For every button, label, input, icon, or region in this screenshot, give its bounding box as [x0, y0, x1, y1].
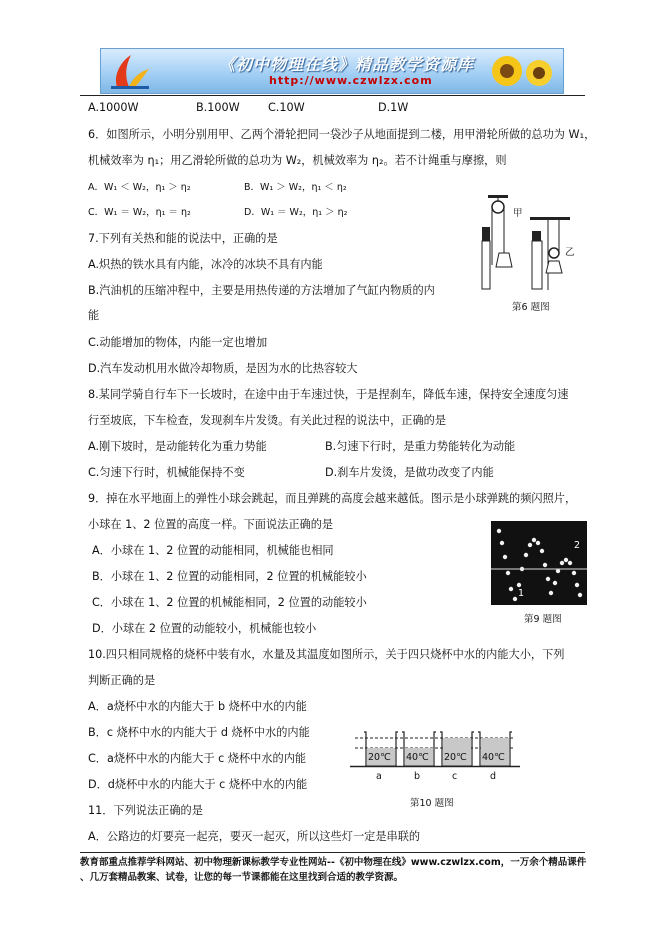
q6-pulley-figure [478, 195, 578, 295]
q8-option-d: D.刹车片发烫，是做功改变了内能 [325, 466, 494, 479]
q8-stem-line2: 行至坡底，下车检查，发现刹车片发烫。有关此过程的说法中，正确的是 [88, 414, 447, 427]
q11-stem: 11．下列说法正确的是 [88, 804, 203, 817]
q9-fig-label-1: 1 [518, 588, 525, 599]
header-banner [100, 48, 564, 94]
banner-url: http://www.czwlzx.com [269, 74, 433, 87]
q7-stem: 7.下列有关热和能的说法中，正确的是 [88, 232, 278, 245]
page-footer [80, 855, 586, 885]
q9-option-a: A．小球在 1、2 位置的动能相同，机械能也相同 [92, 544, 334, 557]
q5-option-a: A.1000W [88, 101, 139, 114]
q9-option-b: B．小球在 1、2 位置的动能相同，2 位置的机械能较小 [92, 570, 367, 583]
q10-beaker-a-temp: 20℃ [368, 752, 391, 763]
q10-option-a: A．a烧杯中水的内能大于 b 烧杯中水的内能 [88, 700, 307, 713]
q8-stem-line1: 8.某同学骑自行车下一长坡时，在途中由于车速过快，于是捏刹车，降低车速，保持安全速度匀速 [88, 388, 569, 401]
q5-option-d: D.1W [378, 101, 409, 114]
q6-option-c: C．W₁ ＝ W₂，η₁ ＝ η₂ [88, 207, 191, 218]
q8-option-b: B.匀速下行时，是重力势能转化为动能 [325, 440, 516, 453]
q6-caption: 第6 题图 [512, 302, 550, 313]
q10-beaker-b-temp: 40℃ [406, 752, 429, 763]
q5-option-b: B.100W [196, 101, 240, 114]
footer-rule [80, 852, 585, 853]
header-rule [80, 95, 585, 96]
q10-stem-line2: 判断正确的是 [88, 674, 156, 687]
q9-option-d: D．小球在 2 位置的动能较小，机械能也较小 [92, 622, 317, 635]
q8-option-a: A.刚下坡时，是动能转化为重力势能 [88, 440, 267, 453]
q10-beaker-c-temp: 20℃ [444, 752, 467, 763]
q7-option-d: D.汽车发动机用水做冷却物质，是因为水的比热容较大 [88, 362, 358, 375]
q10-beaker-a-label: a [376, 771, 382, 782]
q7-option-b-line1: B.汽油机的压缩冲程中，主要是用热传递的方法增加了气缸内物质的内 [88, 284, 435, 297]
q6-fig-label-jia: 甲 [513, 208, 523, 219]
q6-option-d: D．W₁ ＝ W₂，η₁ ＞ η₂ [244, 207, 348, 218]
q10-beaker-b-label: b [414, 771, 421, 782]
site-logo-icon [107, 51, 153, 91]
q10-beaker-c-label: c [452, 771, 458, 782]
q11-option-a: A．公路边的灯要亮一起亮，要灭一起灭，所以这些灯一定是串联的 [88, 830, 421, 843]
q9-fig-label-2: 2 [574, 540, 581, 551]
q6-option-b: B．W₁ ＞ W₂，η₁ ＜ η₂ [244, 182, 347, 193]
q6-fig-label-yi: 乙 [565, 247, 575, 258]
q7-option-a: A.炽热的铁水具有内能，冰冷的冰块不具有内能 [88, 258, 323, 271]
footer-line2: 、几万套精品教案、试卷，让您的每一节课都能在这里找到合适的教学资源。 [80, 872, 404, 883]
q10-option-c: C．a烧杯中水的内能大于 c 烧杯中水的内能 [88, 752, 307, 765]
q9-stem-line2: 小球在 1、2 位置的高度一样。下面说法正确的是 [88, 518, 334, 531]
q10-stem-line1: 10.四只相同规格的烧杯中装有水，水量及其温度如图所示，关于四只烧杯中水的内能大小，下列 [88, 648, 565, 661]
q9-caption: 第9 题图 [524, 614, 562, 625]
q10-beakers-figure [350, 728, 520, 770]
q6-option-a: A．W₁ ＜ W₂，η₁ ＞ η₂ [88, 182, 191, 193]
q10-caption: 第10 题图 [410, 798, 454, 809]
q8-option-c: C.匀速下行时，机械能保持不变 [88, 466, 245, 479]
q6-stem-line2: 机械效率为 η₁；用乙滑轮所做的总功为 W₂，机械效率为 η₂。若不计绳重与摩擦，则 [88, 154, 507, 167]
q5-option-c: C.10W [268, 101, 305, 114]
q9-option-c: C．小球在 1、2 位置的机械能相同，2 位置的动能较小 [92, 596, 367, 609]
q10-beaker-d-label: d [490, 771, 497, 782]
sunflower-icon [487, 51, 557, 91]
q7-option-c: C.动能增加的物体，内能一定也增加 [88, 336, 268, 349]
q7-option-b-line2: 能 [88, 309, 100, 322]
q10-option-b: B．c 烧杯中水的内能大于 d 烧杯中水的内能 [88, 726, 310, 739]
q9-bouncing-ball-photo [491, 521, 587, 605]
banner-title: 《初中物理在线》精品教学资源库 [219, 55, 475, 74]
q10-beaker-d-temp: 40℃ [482, 752, 505, 763]
q9-stem-line1: 9．掉在水平地面上的弹性小球会跳起，而且弹跳的高度会越来越低。图示是小球弹跳的频闪照片， [88, 492, 577, 505]
q6-stem-line1: 6．如图所示，小明分别用甲、乙两个滑轮把同一袋沙子从地面提到二楼，用甲滑轮所做的总功为 W₁， [88, 128, 596, 141]
footer-line1: 教育部重点推荐学科网站、初中物理新课标教学专业性网站--《初中物理在线》www.czwlzx.com，一万余个精品课件 [80, 857, 587, 868]
q10-option-d: D．d烧杯中水的内能大于 c 烧杯中水的内能 [88, 778, 308, 791]
